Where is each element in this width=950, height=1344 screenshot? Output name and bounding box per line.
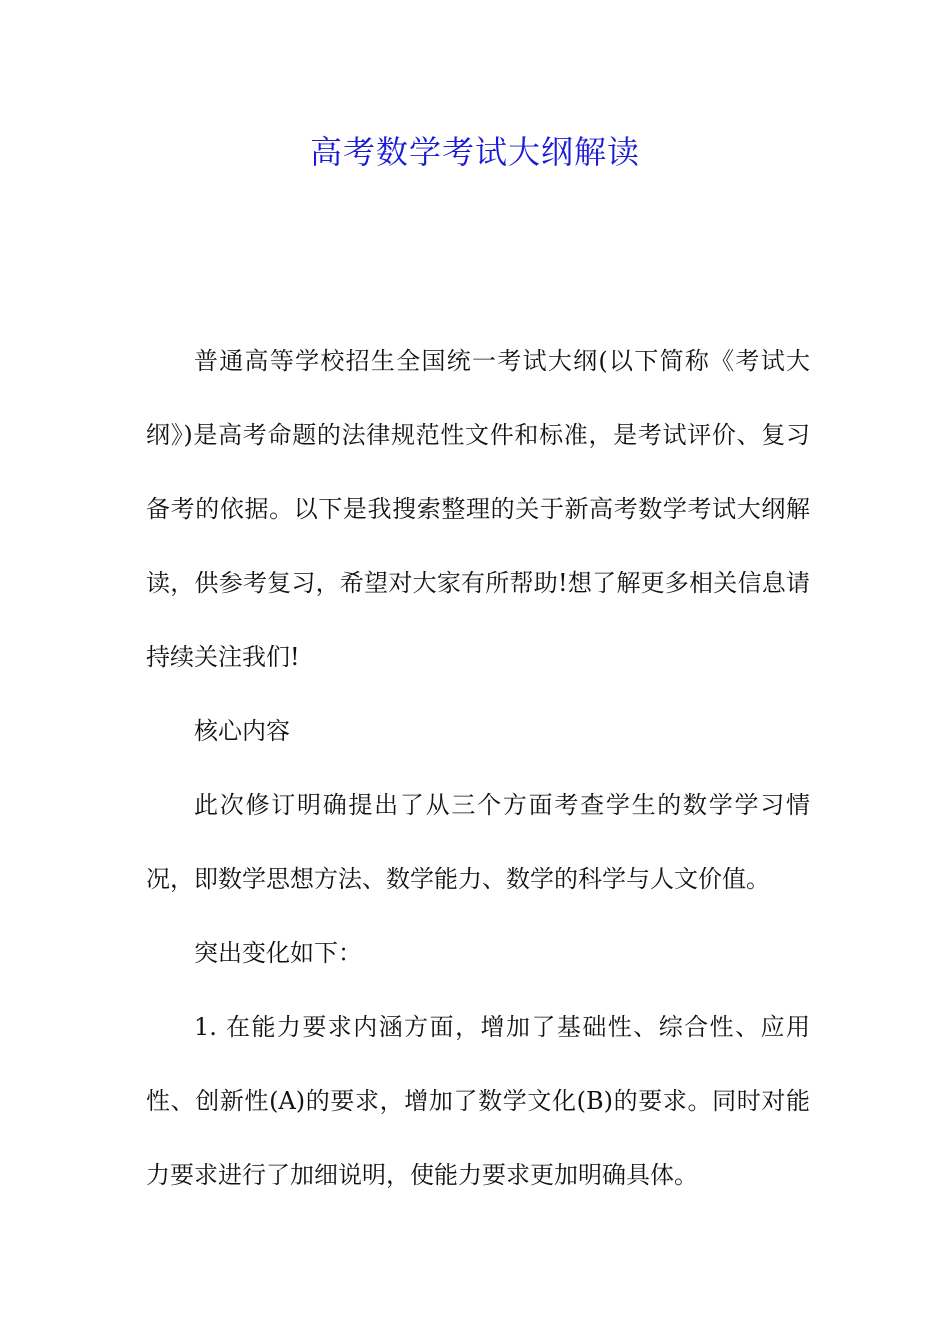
document-body bbox=[146, 324, 810, 1212]
document-title: 高考数学考试大纲解读 bbox=[309, 133, 640, 171]
paragraph-core-heading: 核心内容 bbox=[194, 717, 290, 745]
paragraph-change-1: 1. 在能力要求内涵方面，增加了基础性、综合性、应用性、创新性(A)的要求，增加了数学文化(B)的要求。同时对能力要求进行了加细说明，使能力要求更加明确具体。 bbox=[146, 1013, 810, 1189]
paragraph-changes-heading: 突出变化如下： bbox=[194, 939, 362, 967]
paragraph-revision: 此次修订明确提出了从三个方面考查学生的数学学习情况，即数学思想方法、数学能力、数学的科学与人文价值。 bbox=[146, 791, 810, 893]
paragraph-intro: 普通高等学校招生全国统一考试大纲(以下简称《考试大纲》)是高考命题的法律规范性文件和标准，是考试评价、复习备考的依据。以下是我搜索整理的关于新高考数学考试大纲解读，供参考复习，希望对大家有所帮助!想了解更多相关信息请持续关注我们! bbox=[146, 347, 810, 671]
